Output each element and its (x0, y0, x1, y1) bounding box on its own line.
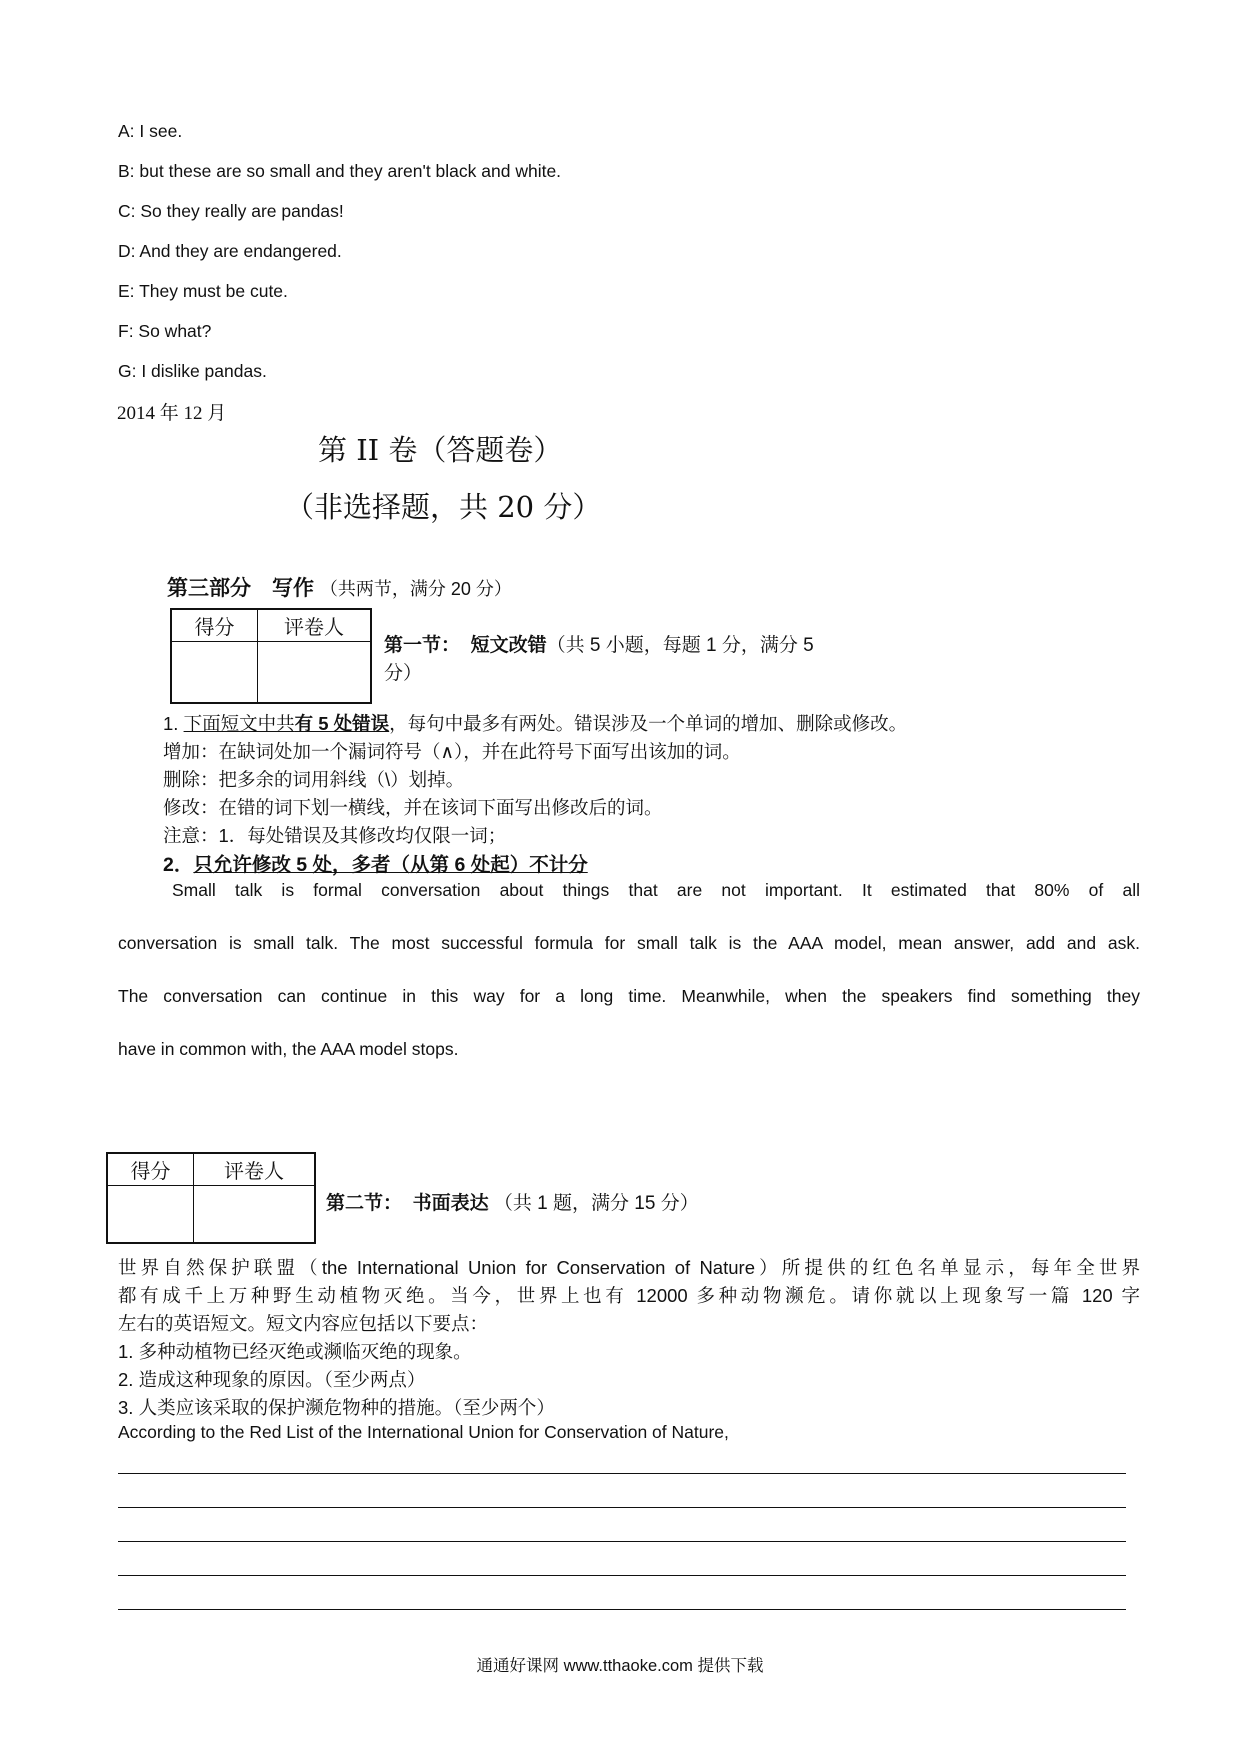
essay-prompt-line-3: 左右的英语短文。短文内容应包括以下要点： (118, 1313, 489, 1334)
essay-prompt-line-1: 世界自然保护联盟（the International Union for Conservation of Nature）所提供的红色名单显示，每年全世界 (118, 1257, 1140, 1278)
dialogue-option-b: B: but these are so small and they aren't black and white. (118, 161, 562, 181)
section2-name: 书面表达 (412, 1193, 489, 1214)
dialogue-option-a: A: I see. (118, 121, 183, 141)
instruction-modify: 修改：在错的词下划一横线，并在该词下面写出修改后的词。 (163, 797, 663, 818)
score-cell[interactable] (107, 1185, 194, 1243)
dialogue-option-e: E: They must be cute. (118, 281, 288, 301)
essay-prompt-line-2: 都有成千上万种野生动植物灭绝。当今，世界上也有 12000 多种动物濒危。请你就以上现象写一篇 120 字 (118, 1285, 1140, 1306)
section2-note: （共 1 题，满分 15 分） (493, 1193, 699, 1214)
writing-line[interactable] (118, 1473, 1126, 1474)
instruction-add: 增加：在缺词处加一个漏词符号（∧），并在此符号下面写出该加的词。 (163, 741, 741, 762)
dialogue-option-g: G: I dislike pandas. (118, 361, 267, 381)
passage-line-1: Small talk is formal conversation about things that are not important. It estimated that 80% of all (172, 880, 1140, 900)
score-box-2 (106, 1152, 316, 1244)
instruction-delete: 删除：把多余的词用斜线（\）划掉。 (163, 769, 465, 790)
grader-label: 评卷人 (194, 1153, 316, 1185)
passage-line-3: The conversation can continue in this way for a long time. Meanwhile, when the speakers find something they (118, 986, 1140, 1006)
essay-point-3: 3. 人类应该采取的保护濒危物种的措施。（至少两个） (118, 1397, 555, 1418)
essay-point-1: 1. 多种动植物已经灭绝或濒临灭绝的现象。 (118, 1341, 472, 1362)
part3-note: （共两节，满分 20 分） (319, 579, 512, 599)
instruction-errors: 1. 下面短文中共有 5 处错误，每句中最多有两处。错误涉及一个单词的增加、删除或修改。 (163, 713, 908, 734)
section2-label: 第二节： (326, 1193, 403, 1214)
section1-note-line1: （共 5 小题，每题 1 分，满分 5 (546, 635, 814, 656)
writing-line[interactable] (118, 1609, 1126, 1610)
section1-heading (384, 632, 814, 688)
passage-line-2: conversation is small talk. The most successful formula for small talk is the AAA model, mean answer, add and ask. (118, 933, 1140, 953)
score-label: 得分 (107, 1153, 194, 1185)
section1-note-line2: 分） (384, 663, 423, 684)
section2-heading (326, 1188, 699, 1215)
dialogue-option-d: D: And they are endangered. (118, 241, 342, 261)
passage-line-4: have in common with, the AAA model stops. (118, 1039, 459, 1059)
essay-starter: According to the Red List of the International Union for Conservation of Nature, (118, 1422, 729, 1442)
part3-title: 第三部分 写作 (167, 577, 314, 600)
writing-line[interactable] (118, 1575, 1126, 1576)
footer-download-note: 通通好课网 www.tthaoke.com 提供下载 (476, 1657, 764, 1675)
writing-line[interactable] (118, 1541, 1126, 1542)
score-box-1 (170, 608, 372, 704)
instruction-limit: 只允许修改 5 处，多者（从第 6 处起）不计分 (193, 854, 588, 876)
volume-title: 第 II 卷（答题卷） (318, 433, 563, 467)
instruction-note2: 2．只允许修改 5 处，多者（从第 6 处起）不计分 (163, 854, 588, 876)
exam-date: 2014 年 12 月 (117, 403, 227, 424)
grader-label: 评卷人 (258, 609, 372, 641)
score-label: 得分 (171, 609, 258, 641)
part3-heading (167, 572, 512, 602)
writing-line[interactable] (118, 1507, 1126, 1508)
instruction-note: 注意：1．每处错误及其修改均仅限一词； (163, 825, 507, 846)
essay-point-2: 2. 造成这种现象的原因。（至少两点） (118, 1369, 426, 1390)
instruction-error-count: 有 5 处错误 (294, 713, 390, 734)
score-cell[interactable] (171, 641, 258, 703)
dialogue-option-f: F: So what? (118, 321, 212, 341)
section1-label: 第一节： (384, 635, 461, 656)
grader-cell[interactable] (194, 1185, 316, 1243)
volume-subtitle: （非选择题，共 20 分） (285, 490, 602, 524)
dialogue-option-c: C: So they really are pandas! (118, 201, 344, 221)
grader-cell[interactable] (258, 641, 372, 703)
section1-name: 短文改错 (470, 635, 547, 656)
instruction-underline: 下面短文中共 (183, 713, 295, 734)
